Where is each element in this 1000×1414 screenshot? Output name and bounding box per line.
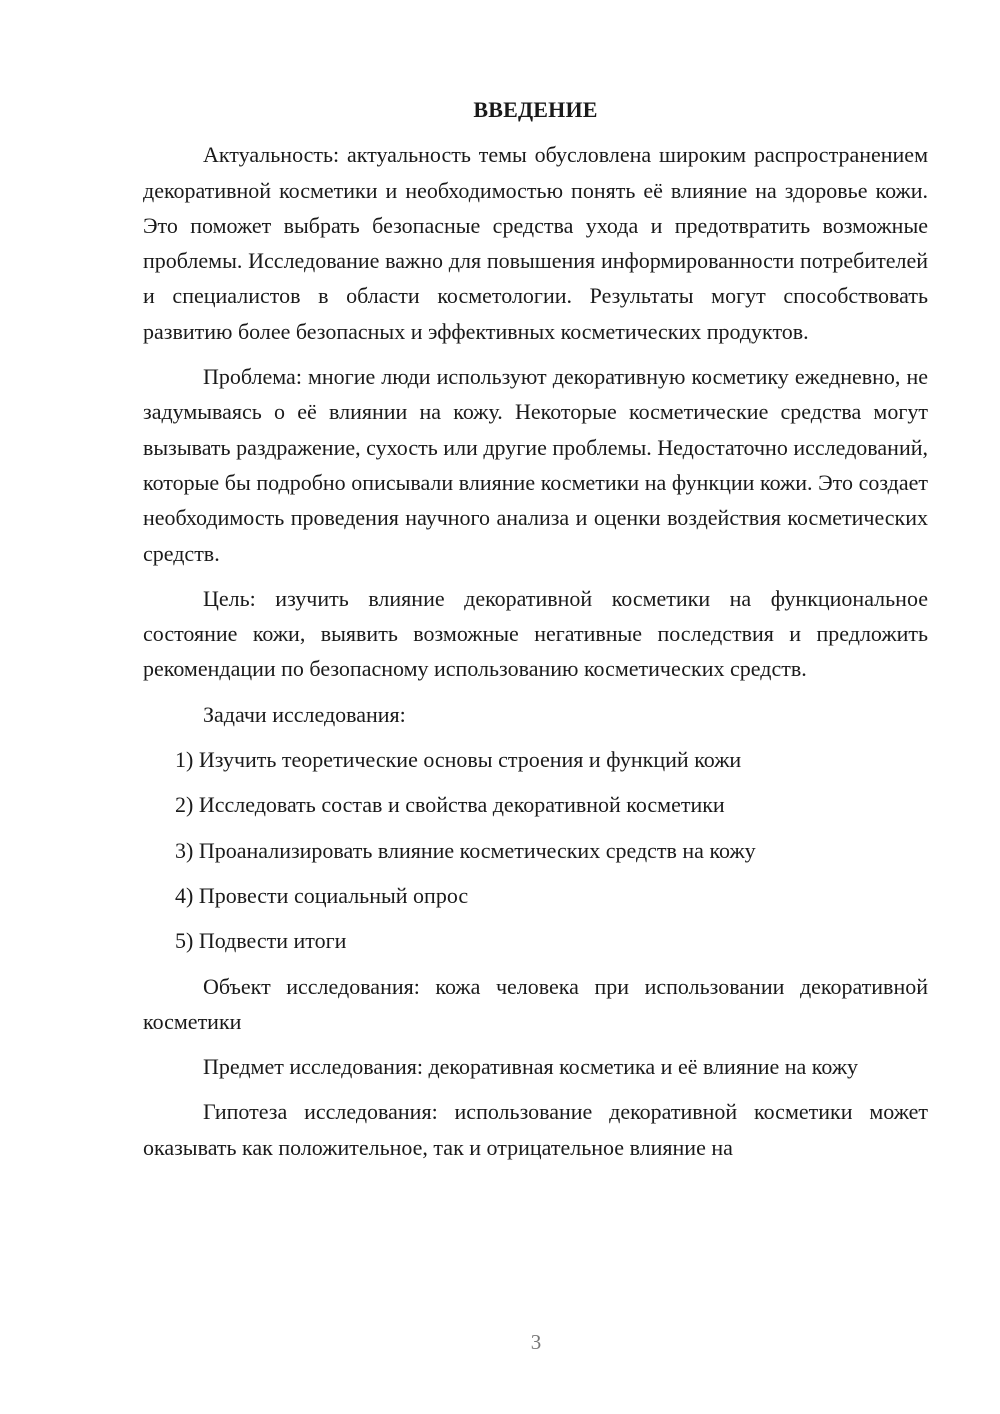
subject-paragraph: Предмет исследования: декоративная косметика и её влияние на кожу xyxy=(203,1054,859,1080)
tasks-list xyxy=(143,742,928,958)
page-body xyxy=(143,92,928,1165)
relevance-paragraph: Актуальность: актуальность темы обусловлена широким распространением декоративной косметики и необходимостью понять её влияние на здоровье кожи. Это поможет выбрать безопасные средства ухода и предотвратить возможные проблемы. Исследование важно для повышения информированности потребителей и специалистов в области косметологии. Результаты могут способствовать развитию более безопасных и эффективных косметических продуктов. xyxy=(143,142,928,344)
problem-paragraph: Проблема: многие люди используют декоративную косметику ежедневно, не задумываясь о её влиянии на кожу. Некоторые косметические средства могут вызывать раздражение, сухость или другие проблемы. Недостаточно исследований, которые бы подробно описывали влияние косметики на функции кожи. Это создает необходимость проведения научного анализа и оценки воздействия косметических средств. xyxy=(143,364,928,566)
hypothesis-paragraph: Гипотеза исследования: использование декоративной косметики может оказывать как положительное, так и отрицательное влияние на xyxy=(143,1099,928,1160)
object-paragraph: Объект исследования: кожа человека при использовании декоративной косметики xyxy=(143,973,928,1034)
section-heading: ВВЕДЕНИЕ xyxy=(473,97,598,122)
task-item: 1) Изучить теоретические основы строения и функций кожи xyxy=(175,747,742,773)
task-item: 5) Подвести итоги xyxy=(175,928,347,954)
tasks-title: Задачи исследования: xyxy=(203,701,406,727)
task-item: 4) Провести социальный опрос xyxy=(175,882,469,908)
task-item: 2) Исследовать состав и свойства декоративной косметики xyxy=(175,792,725,818)
goal-paragraph: Цель: изучить влияние декоративной косметики на функциональное состояние кожи, выявить возможные негативные последствия и предложить рекомендации по безопасному использованию косметических средств. xyxy=(143,585,928,682)
page-number: 3 xyxy=(530,1330,542,1354)
task-item: 3) Проанализировать влияние косметических средств на кожу xyxy=(175,837,756,863)
